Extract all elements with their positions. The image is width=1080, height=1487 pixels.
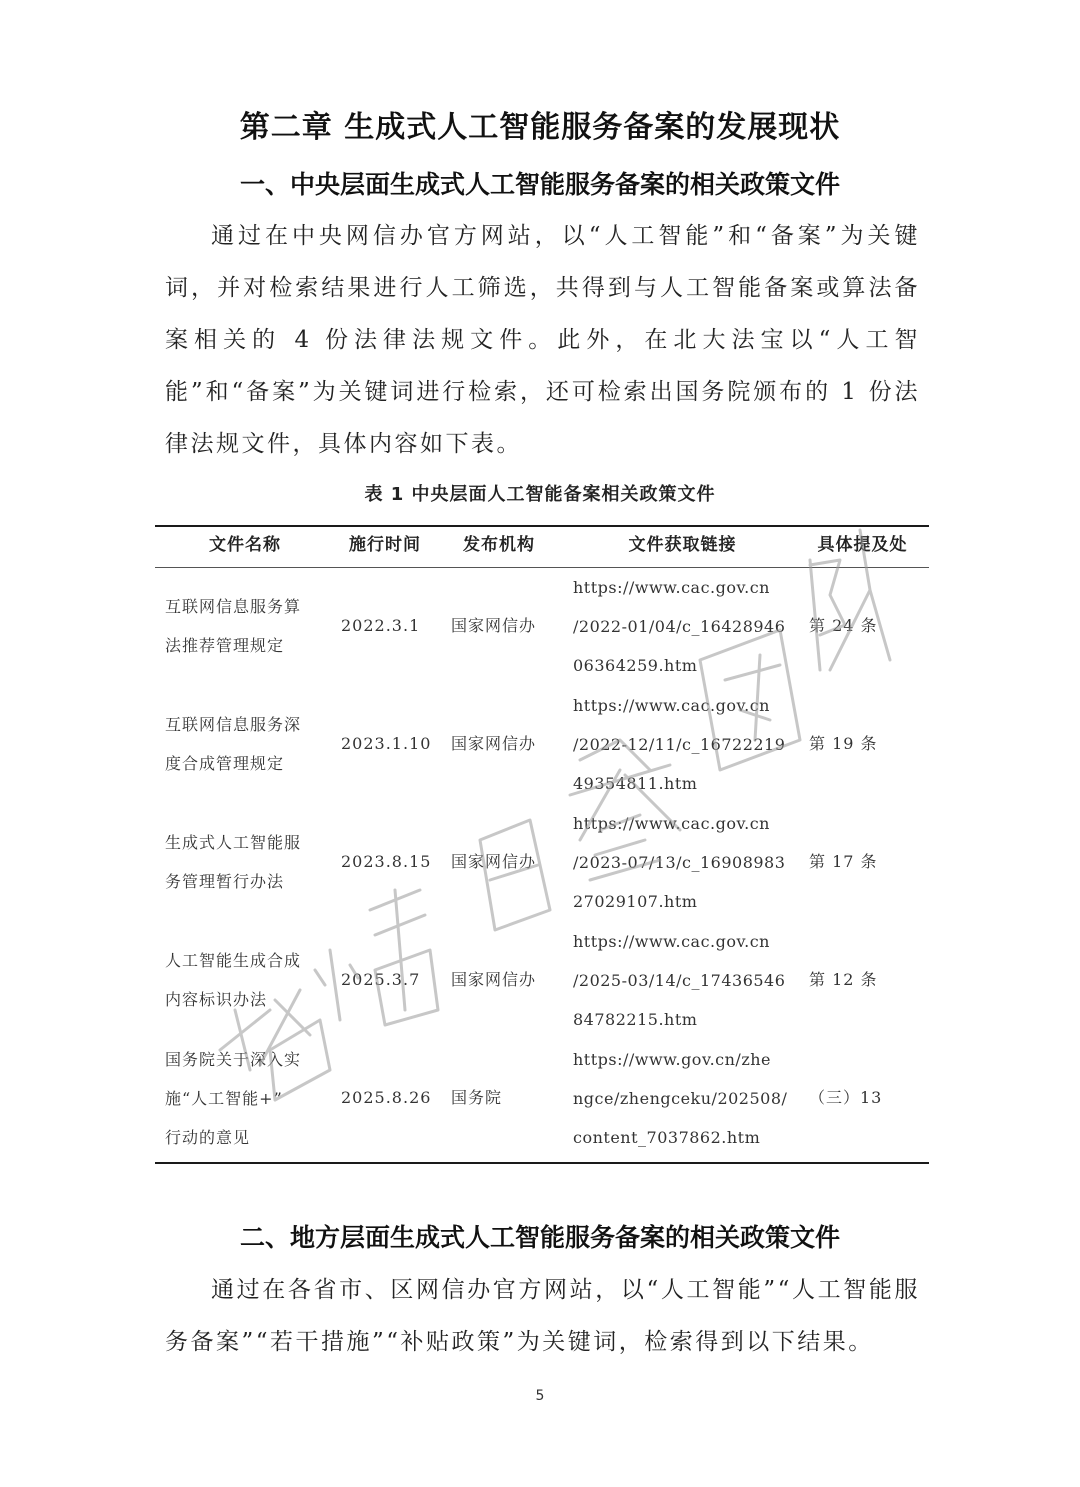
row-link — [573, 685, 803, 803]
row-issuer: 国家网信办 — [451, 616, 537, 635]
paragraph-local: 通过在各省市、区网信办官方网站，以“人工智能”“人工智能服务备案”“若干措施”“补贴政策”为关键词，检索得到以下结果。 — [165, 1277, 920, 1355]
table-header-date: 施行时间 — [349, 535, 421, 555]
link-line: /2023-07/13/c_16908983 — [573, 852, 786, 872]
link-line: /2022-01/04/c_16428946 — [573, 616, 786, 636]
section-heading-local: 二、地方层面生成式人工智能服务备案的相关政策文件 — [239, 1223, 840, 1252]
link-line: https://www.cac.gov.cn — [573, 577, 770, 597]
row-article: 第 12 条 — [809, 970, 878, 989]
row-file-name — [165, 685, 330, 803]
table-header-link: 文件获取链接 — [628, 535, 737, 555]
row-file-name — [165, 567, 330, 685]
row-link — [573, 803, 803, 921]
row-link — [573, 921, 803, 1039]
name-line: 行动的意见 — [165, 1127, 251, 1147]
table-bottom-rule — [155, 1162, 929, 1164]
table-row — [155, 685, 929, 803]
row-effective-date: 2023.8.15 — [341, 852, 432, 871]
link-line: https://www.cac.gov.cn — [573, 931, 770, 951]
link-line: 84782215.htm — [573, 1009, 698, 1029]
table-row — [155, 803, 929, 921]
name-line: 国务院关于深入实 — [165, 1049, 302, 1069]
table-caption: 表 1 中央层面人工智能备案相关政策文件 — [364, 484, 716, 505]
row-link — [573, 567, 803, 685]
row-file-name — [165, 921, 330, 1039]
table-row — [155, 921, 929, 1039]
row-effective-date: 2022.3.1 — [341, 616, 421, 635]
link-line: /2025-03/14/c_17436546 — [573, 970, 786, 990]
row-issuer: 国家网信办 — [451, 970, 537, 989]
link-line: 49354811.htm — [573, 773, 698, 793]
link-line: /2022-12/11/c_16722219 — [573, 734, 786, 754]
link-line: https://www.gov.cn/zhe — [573, 1049, 772, 1069]
name-line: 务管理暂行办法 — [165, 872, 285, 891]
row-article: （三）13 — [809, 1088, 883, 1107]
row-file-name — [165, 803, 330, 921]
table-row — [155, 567, 929, 685]
table-header-org: 发布机构 — [463, 535, 535, 555]
table-header-article: 具体提及处 — [817, 535, 908, 555]
name-line: 生成式人工智能服 — [165, 833, 302, 852]
chapter-title: 第二章 生成式人工智能服务备案的发展现状 — [239, 110, 841, 145]
name-line: 施“人工智能+” — [165, 1088, 283, 1108]
name-line: 互联网信息服务算 — [165, 597, 302, 616]
name-line: 人工智能生成合成 — [165, 951, 302, 970]
row-article: 第 24 条 — [809, 616, 878, 635]
table-row — [155, 1039, 929, 1157]
link-line: 27029107.htm — [573, 891, 698, 911]
link-line: content_7037862.htm — [573, 1127, 761, 1147]
row-effective-date: 2025.3.7 — [341, 970, 421, 989]
link-line: 06364259.htm — [573, 655, 698, 675]
link-line: ngce/zhengceku/202508/ — [573, 1088, 788, 1108]
section-heading-central: 一、中央层面生成式人工智能服务备案的相关政策文件 — [239, 170, 840, 199]
table-top-rule — [155, 525, 929, 527]
row-issuer: 国家网信办 — [451, 734, 537, 753]
page-number: 5 — [535, 1388, 545, 1404]
row-effective-date: 2023.1.10 — [341, 734, 432, 753]
name-line: 法推荐管理规定 — [165, 636, 285, 655]
row-issuer: 国务院 — [451, 1088, 503, 1107]
paragraph-central: 通过在中央网信办官方网站，以“人工智能”和“备案”为关键词，并对检索结果进行人工筛选，共得到与人工智能备案或算法备案相关的 4 份法律法规文件。此外，在北大法宝以“人工智能”和“备案”为关键词进行检索，还可检索出国务院颁布的 1 份法律法规文件，具体内容如下表。 — [165, 223, 920, 457]
link-line: https://www.cac.gov.cn — [573, 813, 770, 833]
name-line: 互联网信息服务深 — [165, 715, 302, 734]
row-article: 第 19 条 — [809, 734, 878, 753]
row-article: 第 17 条 — [809, 852, 878, 871]
row-effective-date: 2025.8.26 — [341, 1088, 432, 1107]
row-link — [573, 1039, 803, 1157]
row-file-name — [165, 1039, 330, 1157]
name-line: 内容标识办法 — [165, 990, 268, 1009]
table-header-name: 文件名称 — [209, 535, 281, 555]
link-line: https://www.cac.gov.cn — [573, 695, 770, 715]
name-line: 度合成管理规定 — [165, 754, 285, 773]
row-issuer: 国家网信办 — [451, 852, 537, 871]
